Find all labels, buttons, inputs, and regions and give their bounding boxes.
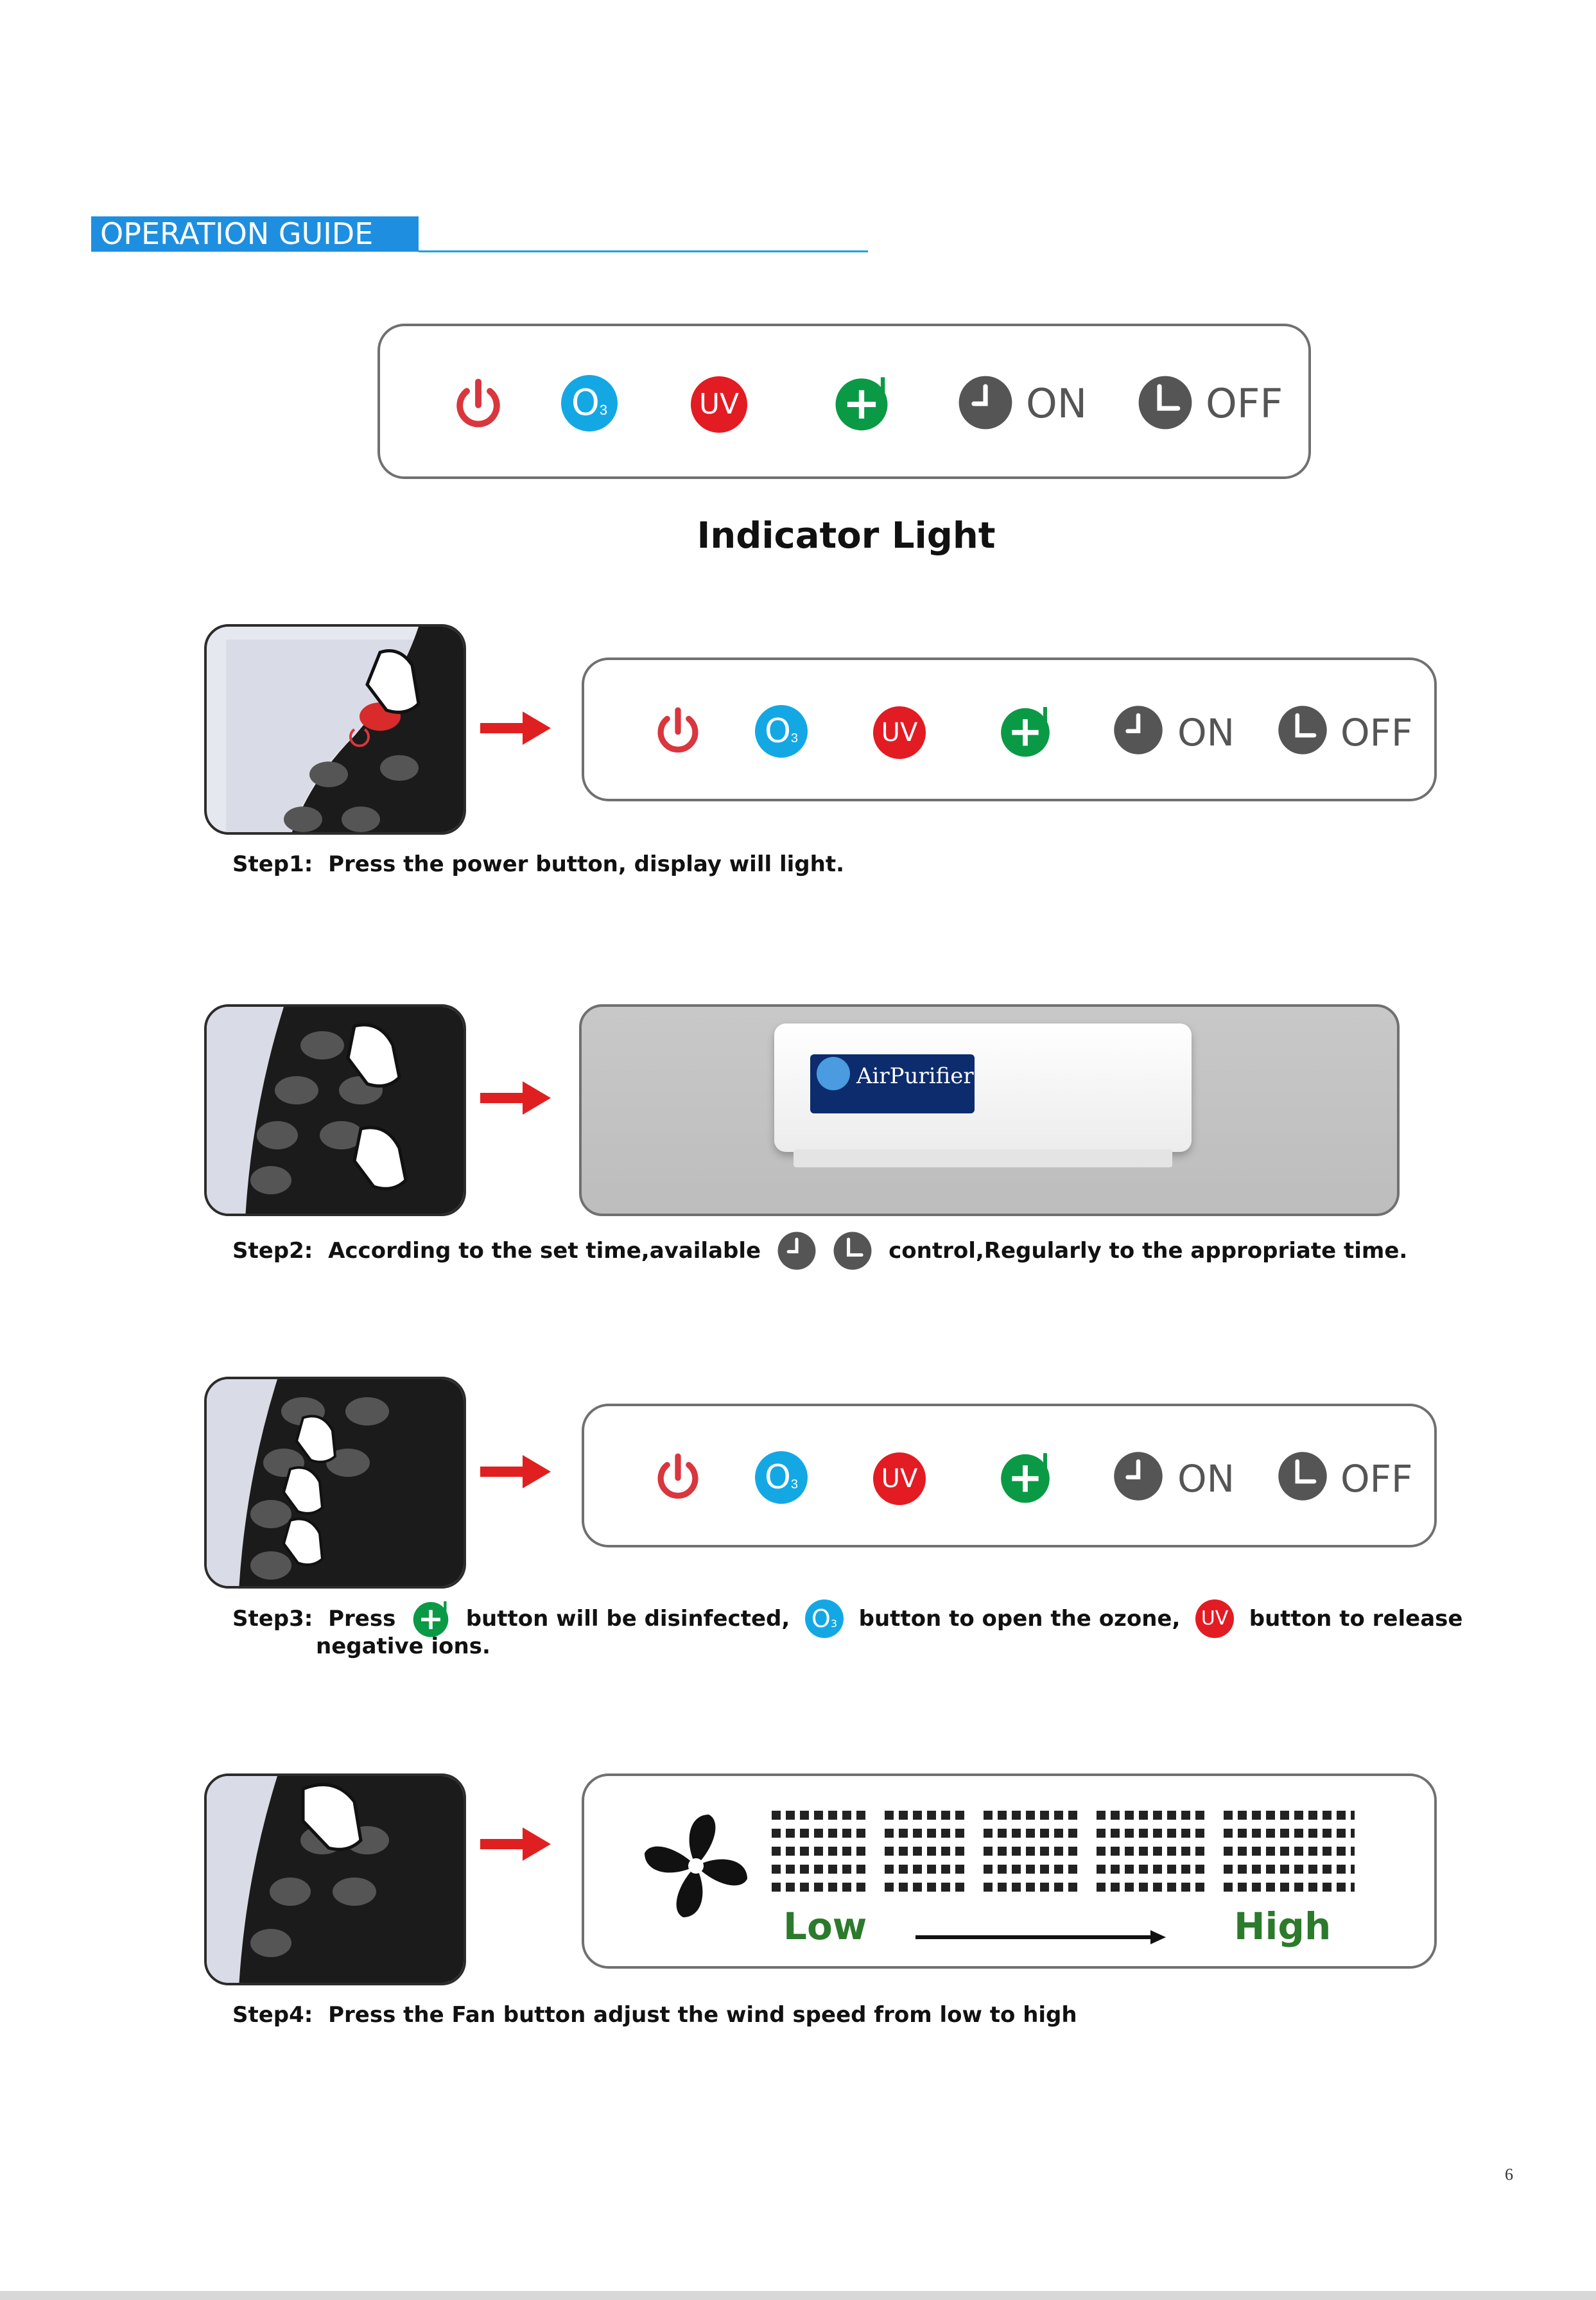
ozone-icon: O3 — [755, 705, 808, 758]
uv-icon: UV — [873, 1452, 926, 1505]
timer-off-icon — [1276, 1450, 1329, 1503]
timer-off-icon — [1136, 374, 1194, 431]
timer-on-icon — [1112, 704, 1165, 756]
ion-icon — [411, 1599, 451, 1639]
power-icon — [651, 704, 705, 758]
fan-low-label: Low — [783, 1904, 867, 1948]
step2-caption: Step2: According to the set time,available control,Regularly to the appropriate time. — [232, 1230, 1407, 1271]
low-to-high-arrow-icon — [915, 1928, 1166, 1947]
ion-icon — [832, 374, 891, 433]
uv-icon: UV — [1195, 1599, 1234, 1638]
fan-speed-panel — [582, 1773, 1437, 1969]
step3-caption: Step3: Press button will be disinfected, O3 button to open the ozone, UV button to release — [232, 1599, 1462, 1639]
ion-icon — [998, 704, 1053, 759]
step3-remote-image — [204, 1377, 466, 1589]
logo-house-icon — [817, 1057, 850, 1090]
step2-product-photo — [579, 1004, 1400, 1216]
fan-icon — [645, 1808, 747, 1924]
step2-arrow-icon — [480, 1079, 551, 1117]
ozone-icon: O3 — [561, 375, 618, 431]
indicator-panel — [377, 324, 1311, 479]
ozone-icon: O3 — [755, 1451, 808, 1504]
timer-off-icon — [1276, 704, 1329, 756]
step1-caption: Step1: Press the power button, display will light. — [232, 851, 844, 877]
step3-indicator-panel — [582, 1404, 1437, 1547]
wind-speed-bars — [770, 1808, 1355, 1903]
power-icon — [449, 375, 507, 433]
section-header — [91, 216, 419, 252]
timer-off-icon — [832, 1230, 873, 1271]
timer-on-label: ON — [1026, 380, 1088, 427]
timer-on-label: ON — [1177, 711, 1235, 754]
timer-off-label: OFF — [1340, 1457, 1413, 1501]
step2-remote-image — [204, 1004, 466, 1216]
air-purifier-vent — [794, 1149, 1172, 1167]
step3-arrow-icon — [480, 1452, 551, 1491]
step4-arrow-icon — [480, 1825, 551, 1863]
timer-on-icon — [776, 1230, 817, 1271]
fan-high-label: High — [1234, 1904, 1331, 1948]
brand-logo: AirPurifier — [810, 1054, 975, 1113]
step4-caption: Step4: Press the Fan button adjust the wind speed from low to high — [232, 2002, 1077, 2028]
uv-icon: UV — [691, 376, 747, 433]
step3-caption-line2: negative ions. — [316, 1634, 490, 1659]
timer-on-icon — [957, 374, 1014, 431]
step1-indicator-panel — [582, 658, 1437, 801]
page-number: 6 — [1505, 2165, 1513, 2184]
timer-off-label: OFF — [1340, 711, 1413, 754]
ion-icon — [998, 1450, 1053, 1505]
power-icon — [651, 1450, 705, 1504]
step1-remote-image — [204, 624, 466, 835]
timer-on-label: ON — [1177, 1457, 1235, 1501]
header-underline — [419, 250, 868, 252]
ozone-icon: O3 — [805, 1599, 844, 1638]
timer-off-label: OFF — [1206, 380, 1283, 427]
section-title: OPERATION GUIDE — [100, 216, 374, 251]
bottom-scrollbar — [0, 2291, 1596, 2300]
indicator-title: Indicator Light — [697, 515, 996, 557]
timer-on-icon — [1112, 1450, 1165, 1503]
uv-icon: UV — [873, 706, 926, 759]
step1-arrow-icon — [480, 709, 551, 747]
step4-remote-image — [204, 1773, 466, 1985]
